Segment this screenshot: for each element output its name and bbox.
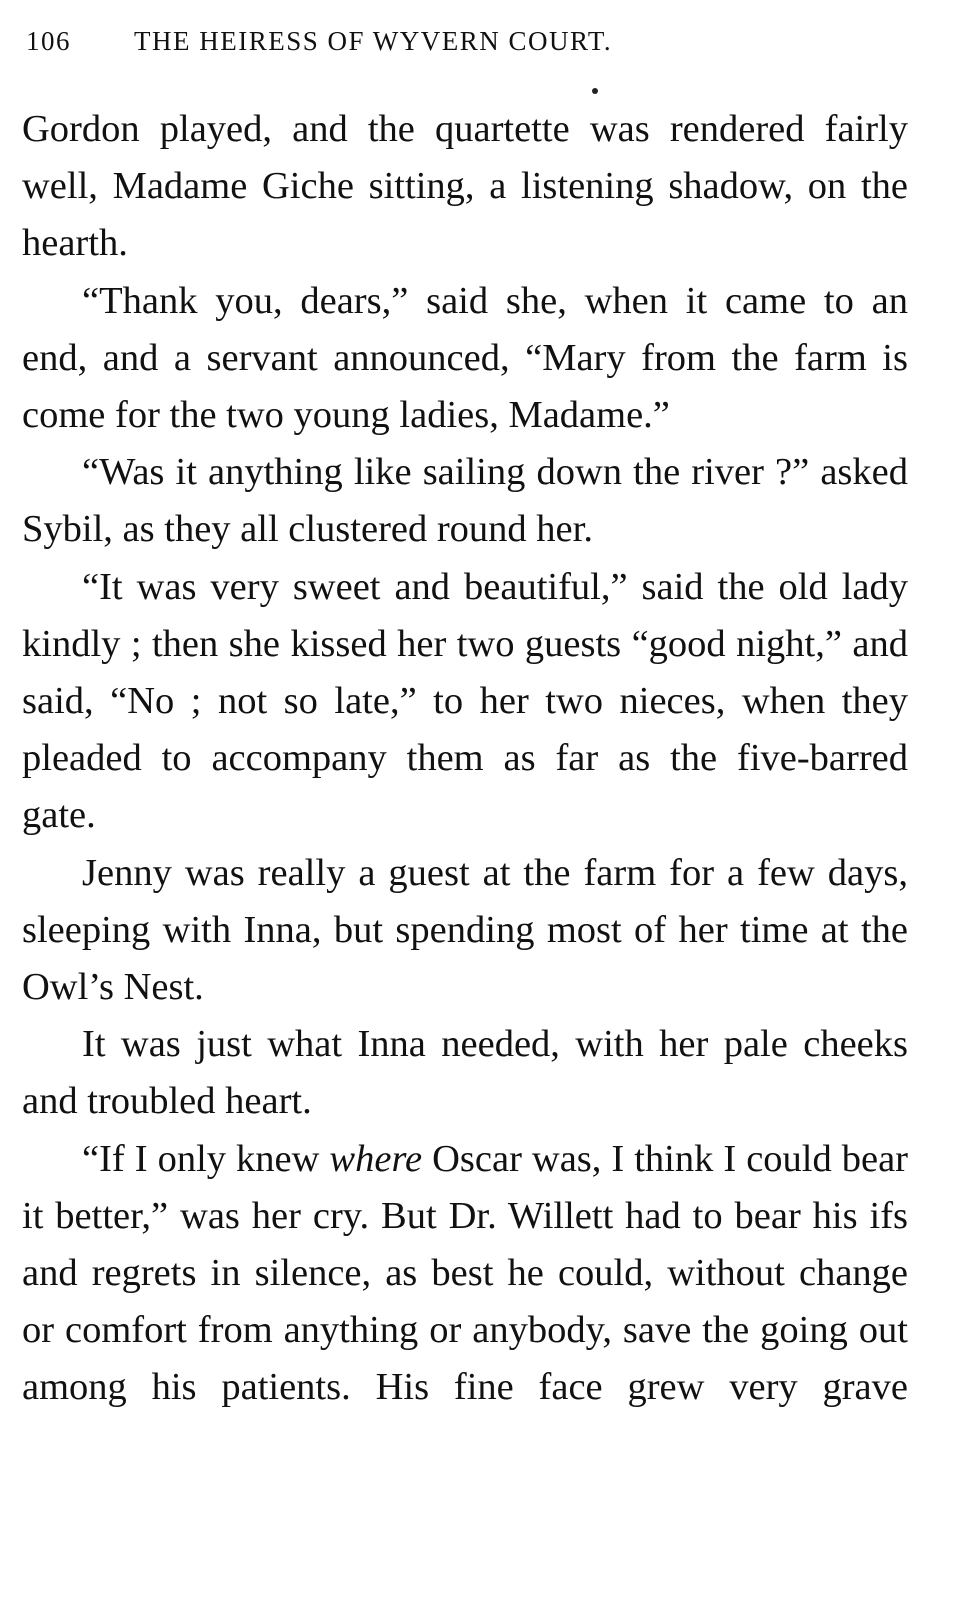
body-text (22, 101, 908, 1417)
paragraph-text: “If I only knew (82, 1137, 330, 1180)
paragraph-text: Gordon played, and the quartette was rendered fairly well, Madame Giche sitting, a listening shadow, on the hearth. (22, 108, 908, 265)
paragraph-6 (22, 1016, 908, 1130)
page-number: 106 (26, 26, 71, 56)
paragraph-text: “Thank you, dears,” said she, when it came to an end, and a servant announced, “Mary from the farm is come for the two young ladies, Madame.” (22, 279, 908, 437)
italic-emphasis: where (329, 1137, 423, 1180)
print-speck (592, 88, 598, 94)
running-title: THE HEIRESS OF WYVERN COURT. (134, 26, 613, 56)
paragraph-2 (22, 273, 908, 445)
paragraph-text: It was just what Inna needed, with her pale cheeks and troubled heart. (22, 1023, 908, 1123)
paragraph-5 (22, 845, 908, 1017)
paragraph-3 (22, 444, 908, 558)
page-header (22, 26, 822, 66)
paragraph-text: “Was it anything like sailing down the river ?” asked Sybil, as they all clustered round her. (22, 451, 908, 551)
paragraph-1 (22, 101, 908, 273)
paragraph-4 (22, 559, 908, 845)
paragraph-text-continued: Oscar was, I think I could bear it better,” was her cry. But Dr. Willett had to bear his ifs and regrets in silence, as best he could, without change or comfort from anything or anybody, save the going out among his patients. His fine face grew very grave (22, 1137, 908, 1409)
paragraph-text: Jenny was really a guest at the farm for a few days, sleeping with Inna, but spending most of her time at the Owl’s Nest. (22, 851, 908, 1009)
paragraph-text: “It was very sweet and beautiful,” said the old lady kindly ; then she kissed her two guests “good night,” and said, “No ; not so late,” to her two nieces, when they pleaded to accompany them as far as the five-barred gate. (22, 565, 908, 837)
paragraph-7 (22, 1131, 908, 1417)
